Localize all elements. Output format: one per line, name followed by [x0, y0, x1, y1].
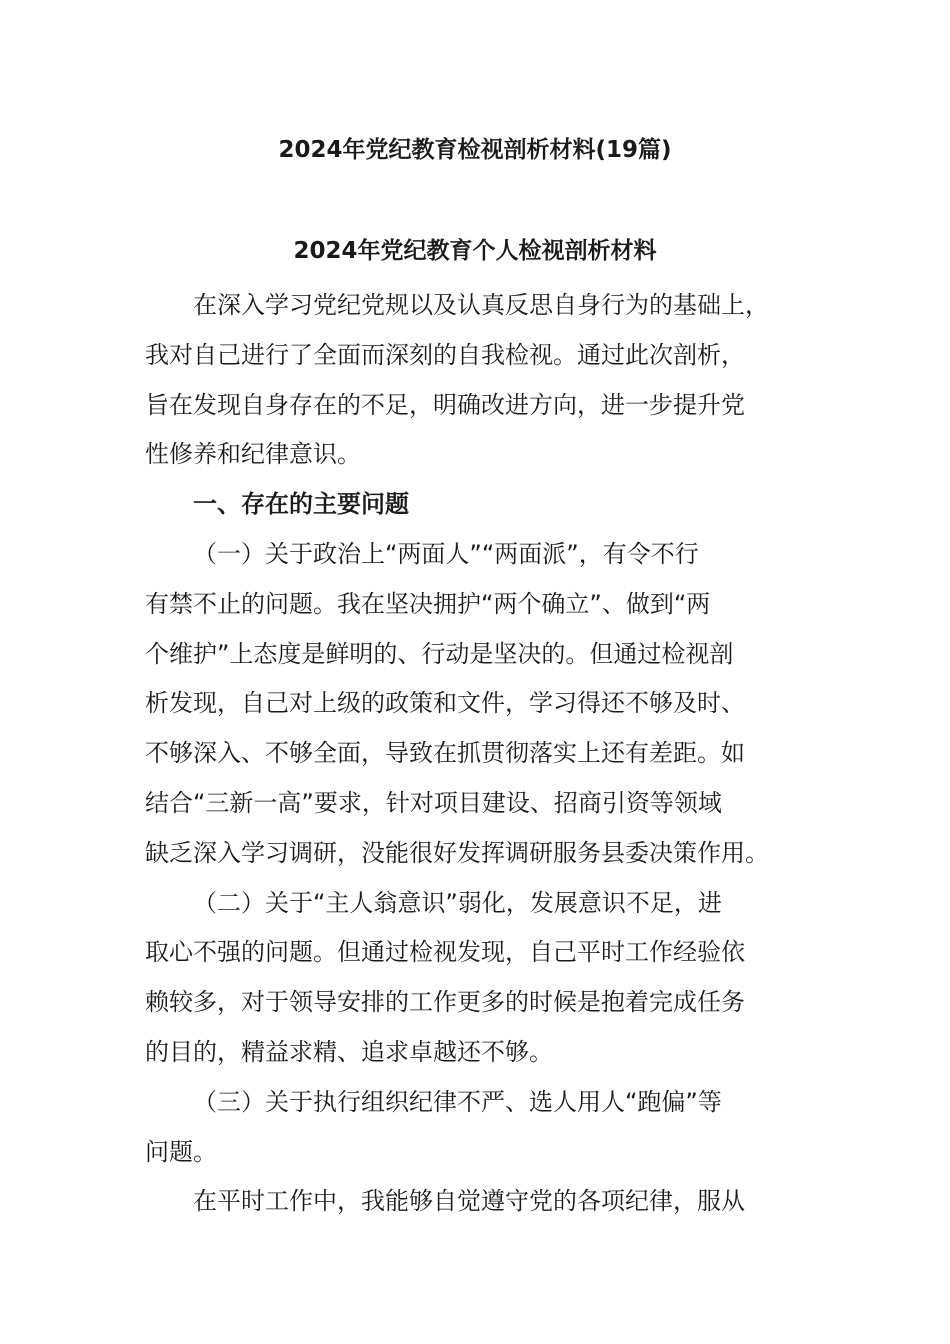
text-line: 在深入学习党纪党规以及认真反思自身行为的基础上，: [193, 291, 769, 319]
text-line: 旨在发现自身存在的不足，明确改进方向，进一步提升党: [145, 390, 745, 419]
problem-3-paragraph: [145, 1078, 835, 1178]
text-line: 缺乏深入学习调研，没能很好发挥调研服务县委决策作用。: [145, 838, 769, 867]
text-line: 的目的，精益求精、追求卓越还不够。: [145, 1037, 553, 1066]
text-line: 有禁不止的问题。我在坚决拥护“两个确立”、做到“两: [145, 589, 711, 618]
text-line: 赖较多，对于领导安排的工作更多的时候是抱着完成任务: [145, 988, 745, 1017]
text-line: （一）关于政治上“两面人”“两面派”，有令不行: [193, 539, 699, 568]
text-line: （三）关于执行组织纪律不严、选人用人“跑偏”等: [193, 1087, 722, 1116]
text-line: 析发现，自己对上级的政策和文件，学习得还不够及时、: [145, 689, 745, 718]
document-title: 2024年党纪教育检视剖析材料(19篇): [278, 137, 672, 163]
text-line: 结合“三新一高”要求，针对项目建设、招商引资等领域: [145, 788, 722, 817]
text-line: 我对自己进行了全面而深刻的自我检视。通过此次剖析，: [145, 340, 745, 369]
section-heading: 一、存在的主要问题: [193, 490, 409, 519]
document-subtitle: 2024年党纪教育个人检视剖析材料: [293, 238, 657, 264]
problem-1-paragraph: [145, 530, 835, 879]
closing-paragraph: [145, 1177, 835, 1227]
text-line: 不够深入、不够全面，导致在抓贯彻落实上还有差距。如: [145, 739, 745, 768]
text-line: 性修养和纪律意识。: [145, 440, 361, 469]
text-line: 问题。: [145, 1137, 217, 1166]
intro-paragraph: [145, 281, 835, 480]
text-line: （二）关于“主人翁意识”弱化，发展意识不足，进: [193, 888, 722, 917]
problem-2-paragraph: [145, 879, 835, 1078]
text-line: 取心不强的问题。但通过检视发现，自己平时工作经验依: [145, 938, 745, 967]
text-line: 在平时工作中，我能够自觉遵守党的各项纪律，服从: [193, 1187, 745, 1216]
text-line: 个维护”上态度是鲜明的、行动是坚决的。但通过检视剖: [145, 639, 734, 668]
document-body: [145, 281, 835, 1227]
